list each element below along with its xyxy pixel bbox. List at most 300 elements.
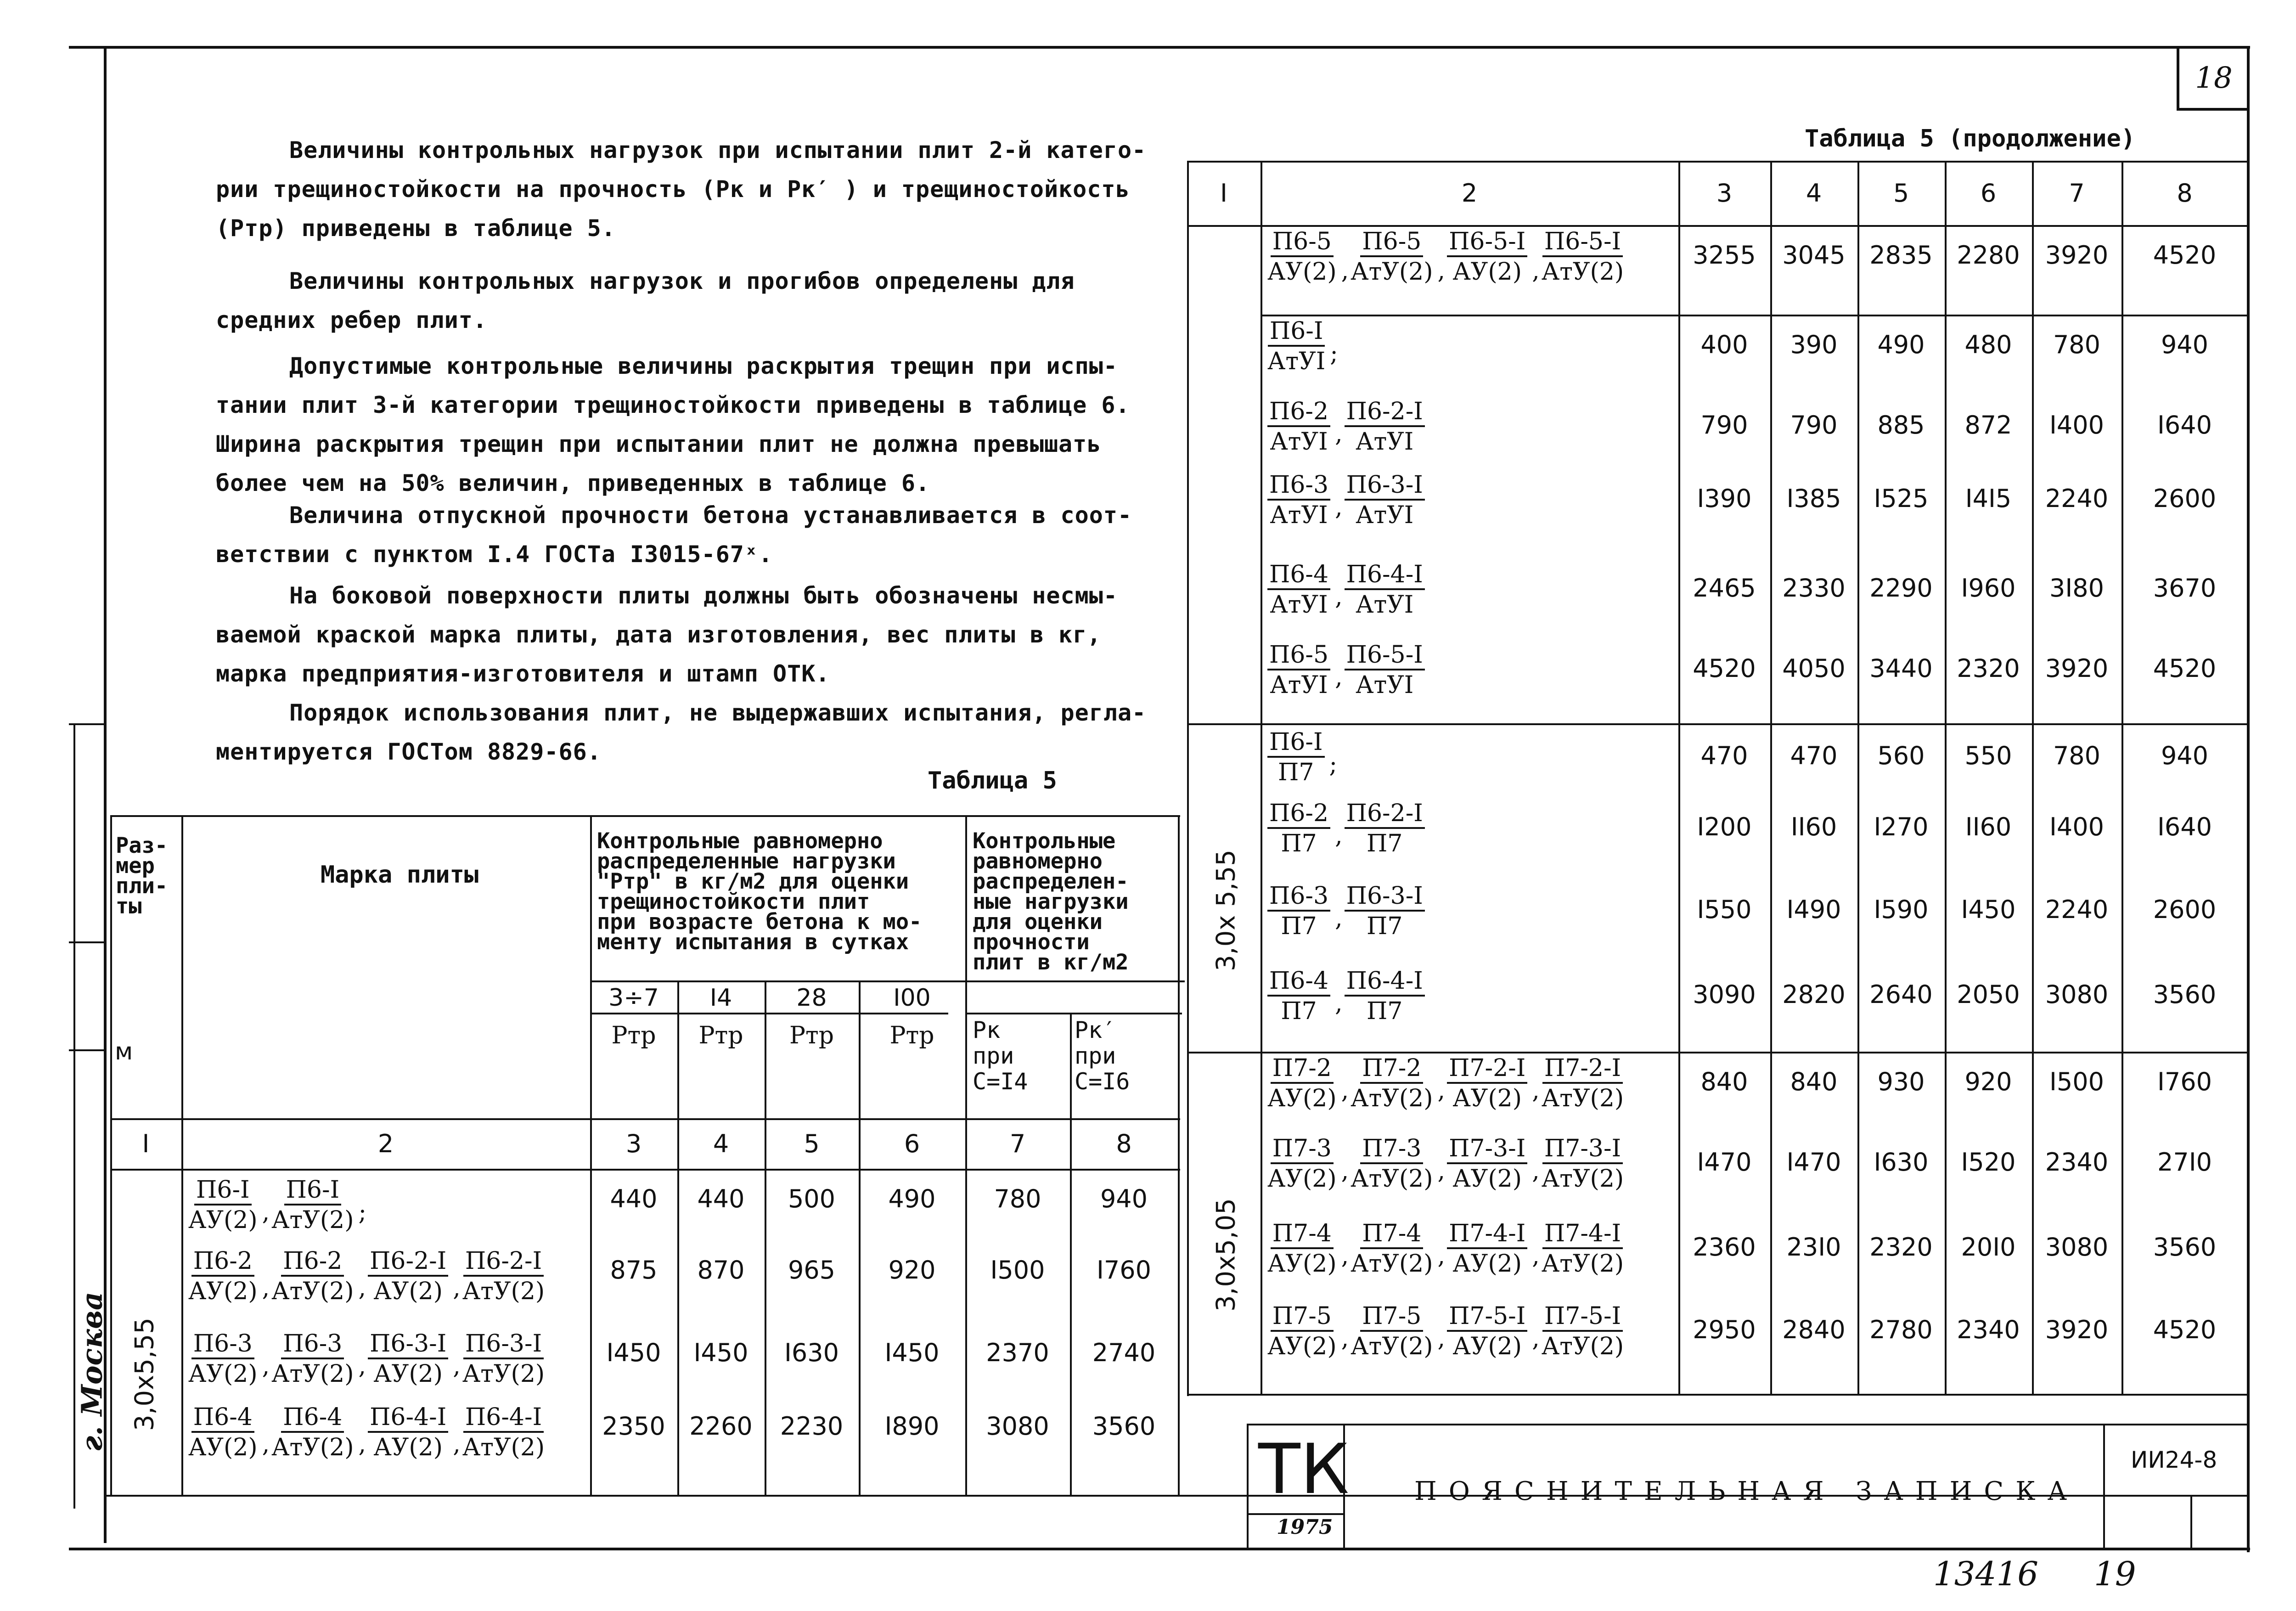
value-cell: 3670 [2153,573,2217,603]
plate-mark-code: П7-5-I [1447,1304,1527,1332]
plate-mark [368,1249,448,1303]
plate-mark-steel: АУ(2) [373,1434,443,1461]
header-line: Раз- [116,833,168,858]
value-cell: 780 [2053,330,2101,359]
plate-mark [1345,801,1425,856]
value-cell: I890 [884,1411,940,1441]
header-line: распределен- [973,869,1129,894]
plate-mark-steel: АУ(2) [1452,1333,1522,1360]
value-cell: 940 [2161,330,2209,359]
mark-separator: , [1437,1077,1446,1104]
plate-mark [462,1405,545,1459]
value-cell: 3440 [1869,653,1933,683]
mark-separator: , [358,1352,366,1380]
value-cell: 20I0 [1961,1232,2016,1262]
plate-mark [271,1405,354,1459]
side-note: г. Москва [75,1291,109,1452]
stamp-line [2103,1495,2248,1497]
value-cell: 872 [1964,410,2012,439]
plate-marks [1267,319,1676,388]
plate-mark-steel: АУ(2) [188,1278,258,1305]
mark-separator: , [1335,583,1343,611]
plate-marks [1267,400,1676,468]
value-cell: 3255 [1693,240,1756,270]
value-cell: 2740 [1092,1338,1156,1367]
mark-separator: , [1532,1325,1540,1352]
value-cell: 2780 [1869,1315,1933,1344]
plate-mark-code: П6-4 [191,1405,254,1433]
frame-bottom-line [69,1548,2250,1550]
table-line [965,1013,1182,1014]
mark-separator: ; [358,1199,367,1226]
plate-mark-steel: П7 [1367,997,1403,1025]
plate-mark-steel: П7 [1367,830,1403,857]
plate-marks [1267,563,1676,631]
mark-separator: , [1335,990,1343,1017]
value-cell: I590 [1874,895,1929,924]
value-cell: 490 [888,1184,936,1213]
header-line: ты [116,894,142,919]
plate-mark-steel: АтУI [1356,671,1414,699]
text-line: Величины контрольных нагрузок при испытании плит 2-й катего- [289,137,1147,163]
value-cell: 4050 [1782,653,1846,683]
text-line: ваемой краской марка плиты, дата изготовления, вес плиты в кг, [216,621,1102,648]
column-number: 8 [1116,1129,1132,1158]
plate-mark-code: П6-3-I [368,1332,448,1359]
mark-separator: , [1437,1242,1446,1270]
value-cell: I390 [1697,484,1752,513]
plate-mark-steel: АУ(2) [1267,1085,1337,1112]
value-cell: 470 [1700,741,1748,770]
plate-mark [188,1332,258,1386]
text-line: тании плит 3-й категории трещиностойкости приведены в таблице 6. [216,392,1130,418]
plate-mark [188,1249,258,1303]
value-cell: 4520 [2153,1315,2217,1344]
value-cell: I200 [1697,812,1752,841]
value-cell: 2840 [1782,1315,1846,1344]
value-cell: I640 [2157,812,2212,841]
value-cell: 940 [1100,1184,1148,1213]
plate-mark-code: П6-5 [1360,230,1423,257]
value-cell: I400 [2049,410,2104,439]
plate-mark-steel: АУ(2) [1267,1333,1337,1360]
column-number: I [1220,178,1227,208]
mark-separator: , [1335,420,1343,448]
plate-mark [1267,563,1330,617]
value-cell: 3045 [1782,240,1846,270]
plate-marks [1267,969,1676,1038]
plate-mark-code: П6-3-I [1345,884,1425,912]
plate-mark-steel: АУ(2) [1267,258,1337,286]
mark-separator: , [1437,1325,1446,1352]
value-cell: 2370 [986,1338,1049,1367]
header-line: мер [116,853,155,879]
mark-separator: , [1532,1242,1540,1270]
stamp-year: 1975 [1277,1515,1333,1539]
plate-marks [1267,801,1676,870]
plate-mark [1447,1304,1527,1358]
plate-mark [1345,473,1425,527]
mark-separator: , [1341,1157,1349,1185]
value-cell: 2240 [2045,895,2109,924]
value-cell: I760 [2157,1067,2212,1096]
frame-top-line [69,46,2250,49]
table-line [1187,225,2248,227]
header-line: пли- [116,873,168,899]
header-line: Контрольные равномерно [597,828,883,854]
value-cell: 3090 [1693,980,1756,1009]
plate-mark [1351,1137,1433,1191]
plate-mark-steel: АтУ(2) [271,1434,354,1461]
plate-mark-steel: АтУ(2) [271,1360,354,1388]
value-cell: I630 [784,1338,839,1367]
plate-mark-code: П6-4 [1267,563,1330,590]
plate-mark [368,1405,448,1459]
plate-mark-steel: АУ(2) [1452,1165,1522,1193]
table-line [1261,161,1262,1394]
header-line: трещиностойкости плит [597,889,870,914]
paragraph-6 [216,693,1148,772]
text-line: На боковой поверхности плиты должны быть обозначены несмы- [289,582,1118,609]
value-cell: 500 [788,1184,836,1213]
plate-mark-code: П6-4-I [1345,563,1425,590]
value-cell: 3560 [1092,1411,1156,1441]
plate-mark-code: П7-4-I [1447,1222,1527,1249]
mark-separator: , [358,1274,366,1302]
size-unit-header: м [115,1038,133,1065]
plate-mark [271,1332,354,1386]
header-line: "Ртр" в кг/м2 для оценки [597,869,909,894]
stamp-code: ИИ24-8 [2131,1447,2217,1473]
plate-mark-steel: АУ(2) [1452,1085,1522,1112]
plate-mark [462,1249,545,1303]
table-line [110,1169,1180,1171]
stamp-title: ПОЯСНИТЕЛЬНАЯ ЗАПИСКА [1414,1476,2079,1506]
table-line [1187,1394,2248,1396]
plate-mark-code: П6-2 [1267,400,1330,427]
plate-mark-steel: АУ(2) [1452,258,1522,286]
plate-mark-steel: П7 [1281,997,1317,1025]
value-cell: 2290 [1869,573,1933,603]
plate-mark-code: П6-2 [191,1249,254,1277]
plate-mark-steel: АтУI [1270,591,1328,619]
plate-mark-code: П7-2 [1271,1056,1334,1084]
plate-marks [1267,230,1676,312]
plate-mark-code: П6-4-I [463,1405,544,1433]
plate-mark-code: П7-4-I [1542,1222,1623,1249]
plate-mark [188,1405,258,1459]
plate-mark-steel: АтУI [1270,501,1328,529]
paragraph-2 [216,262,1148,340]
plate-mark [1267,801,1330,856]
plate-mark-code: П6-3 [1267,473,1330,501]
value-cell: 2600 [2153,484,2217,513]
plate-mark-code: П6-5 [1267,643,1330,670]
plate-mark-code: П6-5-I [1542,230,1623,257]
plate-mark-code: П6-3-I [1345,473,1425,501]
plate-mark-steel: АУ(2) [1452,1250,1522,1278]
header-line: Рк′ [1075,1017,1116,1043]
plate-mark [1542,1222,1624,1276]
text-line: более чем на 50% величин, приведенных в таблице 6. [216,470,930,496]
value-cell: 870 [697,1255,745,1284]
value-cell: 840 [1700,1067,1748,1096]
value-cell: 23I0 [1786,1232,1841,1262]
value-cell: 3080 [986,1411,1049,1441]
mark-separator: , [1532,1157,1540,1185]
value-cell: 4520 [1693,653,1756,683]
plate-mark-code: П7-4 [1360,1222,1423,1249]
plate-mark [1267,969,1330,1023]
plate-mark [188,1178,258,1232]
value-cell: 490 [1877,330,1925,359]
plate-mark [271,1178,354,1232]
pk2-label [1075,1017,1130,1094]
plate-mark-code: П6-2-I [463,1249,544,1277]
value-cell: 2230 [780,1411,844,1441]
text-line: средних ребер плит. [216,307,487,333]
plate-mark-steel: АтУ(2) [462,1360,545,1388]
value-cell: 2360 [1693,1232,1756,1262]
value-cell: 2050 [1957,980,2020,1009]
value-cell: 2340 [1957,1315,2020,1344]
size-header [116,833,168,919]
plate-mark-steel: П7 [1278,759,1314,786]
column-number: 5 [804,1129,820,1158]
header-line: плит в кг/м2 [973,950,1129,975]
text-line: ментируется ГОСТом 8829-66. [216,738,602,765]
value-cell: I385 [1786,484,1841,513]
value-cell: I500 [990,1255,1045,1284]
bottom-note-number: 13416 [1933,1555,2039,1593]
table-top-line [110,815,1180,817]
column-number: 3 [1716,178,1733,208]
plate-mark-steel: АтУI [1356,501,1414,529]
plate-mark [1267,643,1330,697]
value-cell: 2640 [1869,980,1933,1009]
value-cell: 2820 [1782,980,1846,1009]
plate-mark [1351,230,1433,284]
stamp-line [1247,1513,1343,1515]
plate-mark-steel: АУ(2) [1267,1250,1337,1278]
mark-separator: , [1437,1157,1446,1185]
value-cell: 2320 [1957,653,2020,683]
value-cell: I270 [1874,812,1929,841]
age-header: I4 [709,984,732,1012]
plate-mark-code: П7-5-I [1542,1304,1623,1332]
value-cell: 480 [1964,330,2012,359]
stamp-divider [2190,1495,2192,1548]
value-cell: 560 [1877,741,1925,770]
plate-mark-code: П7-2-I [1542,1056,1623,1084]
plate-mark-code: П6-4 [281,1405,344,1433]
table5-continuation-caption: Таблица 5 (продолжение) [1805,125,2136,152]
value-cell: 3560 [2153,980,2217,1009]
value-cell: I630 [1874,1147,1929,1177]
size-group-label: 3,0х 5,55 [1211,850,1241,971]
plate-mark-code: П6-I [1267,730,1325,758]
mark-separator: , [453,1274,461,1302]
value-cell: I4I5 [1965,484,2012,513]
plate-mark [1447,1056,1527,1110]
mark-separator: , [262,1352,270,1380]
header-line: при [973,1042,1014,1069]
plate-mark [1351,1056,1433,1110]
plate-mark [1267,884,1330,938]
text-line: Ширина раскрытия трещин при испытании плит не должна превышать [216,431,1102,457]
text-line: Величины контрольных нагрузок и прогибов определены для [289,268,1075,294]
plate-mark-code: П7-2 [1360,1056,1423,1084]
stamp-logo: ТК [1258,1430,1350,1510]
header-line: Контрольные [973,828,1116,854]
value-cell: 780 [994,1184,1041,1213]
mark-separator: , [1341,1077,1349,1104]
text-line: марка предприятия-изготовителя и штамп ОТК. [216,660,830,687]
plate-mark [1267,1056,1337,1110]
mark-separator: , [1335,664,1343,691]
plate-mark [1542,230,1624,284]
value-cell: 3I80 [2049,573,2104,603]
table-line [1187,161,1189,1396]
value-cell: 920 [888,1255,936,1284]
value-cell: 3080 [2045,1232,2109,1262]
column-number: 6 [904,1129,920,1158]
plate-mark-steel: АтУ(2) [1351,1165,1433,1193]
header-line: С=I4 [973,1068,1028,1095]
mark-separator: , [1532,257,1540,285]
mark-separator: , [1437,257,1446,285]
plate-mark [1447,1222,1527,1276]
plate-mark-code: П6-3-I [463,1332,544,1359]
text-line: ветствии с пунктом I.4 ГОСТа I3015-67ˣ. [216,541,773,568]
plate-mark-code: П7-5 [1360,1304,1423,1332]
plate-mark-steel: АтУ(2) [1351,1333,1433,1360]
value-cell: 2260 [689,1411,753,1441]
plate-mark-steel: АтУ(2) [271,1278,354,1305]
ptr-label: Ртр [789,1022,834,1049]
plate-mark-code: П6-2-I [1345,400,1425,427]
plate-mark-code: П6-2-I [1345,801,1425,829]
plate-mark-steel: АтУ(2) [271,1206,354,1234]
column-number: 2 [1461,178,1478,208]
header-line: при [1075,1042,1116,1069]
ptr-label: Ртр [698,1022,743,1049]
plate-mark-steel: АтУI [1267,348,1326,375]
value-cell: 3920 [2045,1315,2109,1344]
plate-marks [1267,473,1676,542]
plate-mark-code: П6-2-I [368,1249,448,1277]
value-cell: 2240 [2045,484,2109,513]
header-line: Рк [973,1017,1001,1043]
ptr-header [597,828,922,955]
value-cell: 400 [1700,330,1748,359]
value-cell: 940 [2161,741,2209,770]
mark-separator: , [262,1274,270,1302]
value-cell: 4520 [2153,240,2217,270]
header-line: менту испытания в сутках [597,929,909,955]
plate-mark [368,1332,448,1386]
plate-mark-code: П6-4-I [368,1405,448,1433]
plate-marks [1267,1137,1676,1205]
plate-mark [1267,400,1330,454]
plate-mark-steel: АУ(2) [373,1360,443,1388]
value-cell: II60 [1965,812,2012,841]
size-group-label: 3,0х5,05 [1211,1198,1241,1312]
plate-mark-code: П6-I [1268,319,1325,347]
plate-mark [1345,563,1425,617]
value-cell: I760 [1097,1255,1151,1284]
mark-separator: ; [1329,751,1338,778]
value-cell: 2340 [2045,1147,2109,1177]
value-cell: 440 [697,1184,745,1213]
value-cell: I960 [1961,573,2016,603]
column-number: 6 [1980,178,1997,208]
mark-separator: , [1341,1242,1349,1270]
plate-mark-steel: АтУ(2) [1541,1165,1624,1193]
plate-mark-steel: АтУ(2) [1541,1250,1624,1278]
value-cell: 840 [1790,1067,1838,1096]
column-number: 8 [2177,178,2193,208]
header-line: распределенные нагрузки [597,849,896,874]
plate-marks [1267,1304,1676,1373]
plate-mark-steel: П7 [1281,913,1317,940]
paragraph-1 [216,131,1148,248]
table-line [1178,815,1180,1495]
value-cell: 930 [1877,1067,1925,1096]
plate-mark [1542,1304,1624,1358]
age-header: 28 [796,984,827,1012]
plate-mark [1345,400,1425,454]
header-line: прочности [973,929,1090,955]
plate-mark-code: П6-2 [1267,801,1330,829]
text-line: Допустимые контрольные величины раскрытия трещин при испы- [289,353,1118,379]
mark-separator: , [1335,905,1343,932]
plate-mark-code: П6-3 [191,1332,254,1359]
column-number: 4 [1806,178,1822,208]
mark-separator: , [1335,822,1343,850]
plate-mark-steel: АУ(2) [373,1278,443,1305]
value-cell: 2600 [2153,895,2217,924]
value-cell: I470 [1786,1147,1841,1177]
paragraph-4 [216,496,1148,574]
plate-marks [1267,1056,1676,1125]
plate-mark [271,1249,354,1303]
column-number: 3 [625,1129,642,1158]
plate-mark-code: П7-3-I [1447,1137,1527,1164]
plate-mark-steel: АУ(2) [1267,1165,1337,1193]
mark-separator: , [262,1431,270,1458]
header-line: при возрасте бетона к мо- [597,909,922,935]
value-cell: 3560 [2153,1232,2217,1262]
value-cell: I640 [2157,410,2212,439]
plate-marks [1267,730,1676,799]
plate-mark [1542,1056,1624,1110]
header-line: для оценки [973,909,1103,935]
plate-mark-code: П7-5 [1271,1304,1334,1332]
plate-marks [1267,1222,1676,1290]
value-cell: I450 [1961,895,2016,924]
paragraph-3 [216,347,1148,503]
text-line: Порядок использования плит, не выдержавших испытания, регла- [289,699,1147,726]
plate-marks [188,1332,590,1401]
plate-mark [1351,1222,1433,1276]
plate-marks [1267,643,1676,712]
mark-separator: , [262,1199,270,1226]
plate-marks [1267,884,1676,953]
table5-caption: Таблица 5 [928,767,1057,794]
value-cell: 875 [610,1255,658,1284]
plate-mark-code: П6-I [284,1178,342,1205]
